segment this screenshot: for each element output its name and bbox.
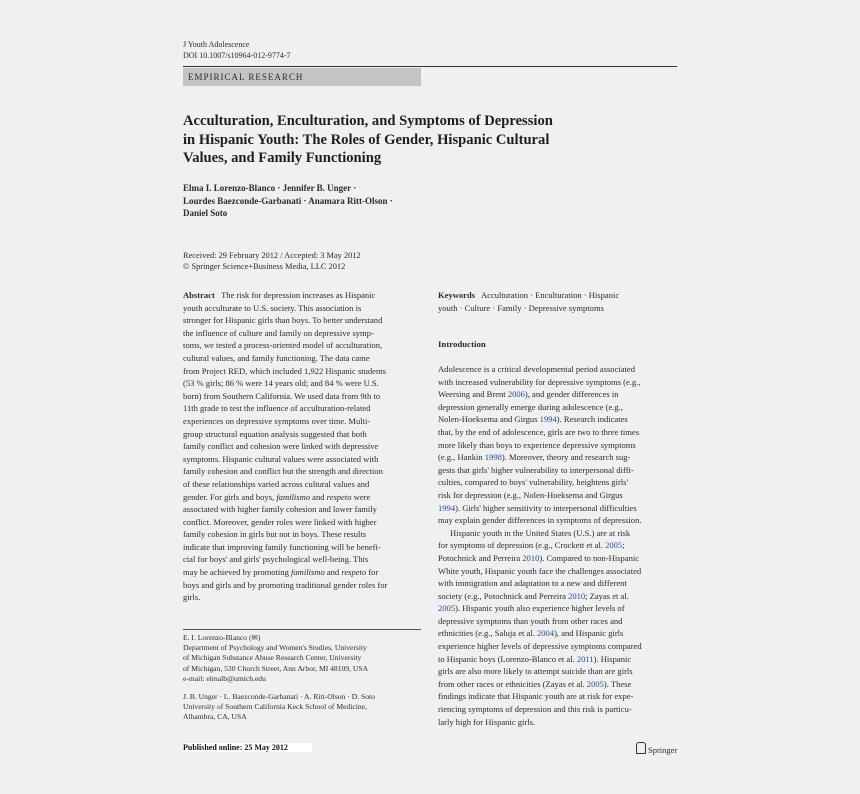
author-line[interactable]: Elma I. Lorenzo-Blanco · Jennifer B. Unger · bbox=[183, 183, 357, 193]
abstract-line: indicate that improving family functioning will be benefi- bbox=[183, 541, 381, 552]
footnote-line[interactable]: E. I. Lorenzo-Blanco (✉) bbox=[183, 633, 261, 642]
abstract-line: 11th grade to test the influence of acculturation-related bbox=[183, 403, 371, 414]
abstract-line: experiences on depressive symptoms over time. Multi- bbox=[183, 415, 371, 426]
title-line: in Hispanic Youth: The Roles of Gender, Hispanic Cultural bbox=[183, 131, 550, 148]
abstract-line: of these relationships varied across cultural values and bbox=[183, 478, 370, 489]
keywords-line: Acculturation · Enculturation · Hispanic bbox=[481, 290, 620, 300]
introduction-heading: Introduction bbox=[438, 339, 486, 349]
header-rule bbox=[183, 66, 677, 67]
paragraph: Hispanic youth in the United States (U.S.) are at risk for symptoms of depression (e.g., Crockett et al. 2005; Potochnick and Perreira 2010). Compared to non-Hispanic White youth, Hispanic youth face the challenges associated with immigration and adaptation to a new and different society (e.g., Potochnick and Perreira 2010; Zayas et al. 2005). Hispanic youth also experience higher levels of depressive symptoms than youth from other races and ethnicities (e.g., Saluja et al. 2004), and Hispanic girls experience higher levels of depressive symptoms compared to Hispanic boys (Lorenzo-Blanco et al. 2011). Hispanic girls are also more likely to attempt suicide than are girls from other races or ethnicities (Zayas et al. 2005). These findings indicate that Hispanic youth are at risk for expe- riencing symptoms of depression and this risk is particu- larly high for Hispanic girls. bbox=[438, 527, 642, 727]
abstract-line: family cohesion and conflict but the strength and direction bbox=[183, 466, 383, 477]
abstract-line: family cohesion in girls but not in boys. These results bbox=[183, 529, 367, 540]
abstract-label: Abstract bbox=[183, 290, 215, 300]
footnote-line: of Michigan, 530 Church Street, Ann Arbor, MI 48109, USA bbox=[183, 663, 369, 673]
footnote-rule bbox=[183, 629, 421, 630]
citation-link[interactable]: 2010 bbox=[522, 552, 540, 563]
citation-link[interactable]: 1994 bbox=[539, 414, 557, 425]
citation-link[interactable]: 2004 bbox=[536, 628, 555, 639]
abstract-line: gender. For girls and boys, familismo and respeto were bbox=[183, 491, 371, 502]
springer-horse-icon bbox=[636, 742, 646, 754]
author-line[interactable]: Daniel Soto bbox=[183, 208, 228, 219]
journal-name: J Youth Adolescence bbox=[183, 40, 250, 49]
keywords-label: Keywords bbox=[438, 290, 476, 300]
author-list bbox=[183, 182, 443, 220]
paragraph: Adolescence is a critical developmental period associated with increased vulnerability for depressive symptoms (e.g., Weersing and Brent 2006), and gender differences in depression generally emerge during adolescence (e.g., Nolen-Hoeksema and Girgus 1994). Research indicates that, by the end of adolescence, girls are two to three times more likely than boys to experience depressive symptoms (e.g., Hankin 1998). Moreover, theory and research sug- gests that girls' higher vulnerability to interpersonal diffi- culties, compared to boys' vulnerability, heightens girls' risk for depression (e.g., Nolen-Hoeksema and Girgus 1994). Girls' higher sensitivity to interpersonal difficulties may explain gender differences in symptoms of depression. bbox=[438, 364, 642, 526]
abstract-line: youth acculturate to U.S. society. This association is bbox=[183, 302, 362, 313]
author-line[interactable]: Lourdes Baezconde-Garbanati · Anamara Ritt-Olson · bbox=[183, 195, 393, 206]
abstract-line: (53 % girls; 86 % were 14 years old; and 84 % were U.S. bbox=[183, 378, 379, 389]
abstract-line: stronger for Hispanic girls than boys. To better understand bbox=[183, 315, 383, 326]
title-line: Acculturation, Enculturation, and Symptoms of Depression bbox=[183, 113, 553, 129]
received-accepted: Received: 29 February 2012 / Accepted: 3 May 2012 bbox=[183, 251, 361, 260]
citation-link[interactable]: 2005 bbox=[586, 678, 604, 689]
abstract-line: from Project RED, which included 1,922 Hispanic students bbox=[183, 365, 386, 376]
abstract-line: family conflict and cohesion were linked with depressive bbox=[183, 441, 379, 452]
doi[interactable]: DOI 10.1007/s10964-012-9774-7 bbox=[183, 51, 291, 60]
citation-link[interactable]: 2005 bbox=[438, 603, 456, 614]
footnote-line: University of Southern California Keck School of Medicine, bbox=[183, 702, 367, 712]
citation-link[interactable]: 1998 bbox=[484, 452, 502, 463]
abstract-line: cultural values, and family functioning. The data came bbox=[183, 352, 370, 363]
abstract-line: symptoms. Hispanic cultural values were associated with bbox=[183, 453, 379, 464]
abstract-line: conflict. Moreover, gender roles were linked with higher bbox=[183, 516, 377, 527]
introduction-body bbox=[438, 363, 677, 728]
citation-link[interactable]: 2006 bbox=[507, 389, 525, 400]
published-online: Published online: 25 May 2012 bbox=[183, 743, 312, 752]
email-link[interactable]: e-mail: elmalb@umich.edu bbox=[183, 673, 266, 683]
title-line: Values, and Family Functioning bbox=[183, 150, 382, 166]
footnote-affiliations bbox=[183, 692, 423, 723]
abstract-line: toms, we tested a process-oriented model of acculturation, bbox=[183, 340, 383, 351]
footnote-line: Alhambra, CA, USA bbox=[183, 712, 247, 722]
citation-link[interactable]: 2005 bbox=[605, 540, 623, 551]
citation-link[interactable]: 1994 bbox=[438, 502, 456, 513]
citation-link[interactable]: 2010 bbox=[568, 590, 586, 601]
abstract-line: cial for boys' and girls' psychological well-being. This bbox=[183, 554, 369, 565]
article-dates bbox=[183, 250, 443, 272]
abstract-line: the influence of culture and family on depressive symp- bbox=[183, 327, 374, 338]
article-title bbox=[183, 112, 623, 168]
publisher-name: Springer bbox=[648, 745, 678, 755]
footnote-corresponding-author bbox=[183, 633, 423, 684]
keywords-line: youth · Culture · Family · Depressive symptoms bbox=[438, 302, 604, 313]
abstract-line: associated with higher family cohesion and lower family bbox=[183, 504, 377, 515]
footnote-line: J. B. Unger · L. Baezconde-Garbanati · A. Ritt-Olson · D. Soto bbox=[183, 692, 375, 701]
section-label: EMPIRICAL RESEARCH bbox=[188, 72, 304, 82]
footnote-line: of Michigan Substance Abuse Research Center, University bbox=[183, 653, 362, 663]
copyright: © Springer Science+Business Media, LLC 2012 bbox=[183, 262, 346, 271]
abstract-line: may be achieved by promoting familismo and respeto for bbox=[183, 567, 379, 578]
citation-link[interactable]: 2011 bbox=[576, 653, 594, 664]
abstract-line: group structural equation analysis suggested that both bbox=[183, 428, 367, 439]
abstract-line: The risk for depression increases as Hispanic bbox=[221, 290, 376, 300]
abstract-line: born) from Southern California. We used data from 9th to bbox=[183, 390, 381, 401]
footnote-line: Department of Psychology and Women's Studies, University bbox=[183, 643, 367, 653]
keywords bbox=[438, 289, 677, 314]
publisher-mark bbox=[636, 742, 677, 755]
abstract-line: girls. bbox=[183, 592, 201, 603]
abstract bbox=[183, 289, 421, 604]
abstract-line: boys and girls and by promoting traditional gender roles for bbox=[183, 579, 388, 590]
